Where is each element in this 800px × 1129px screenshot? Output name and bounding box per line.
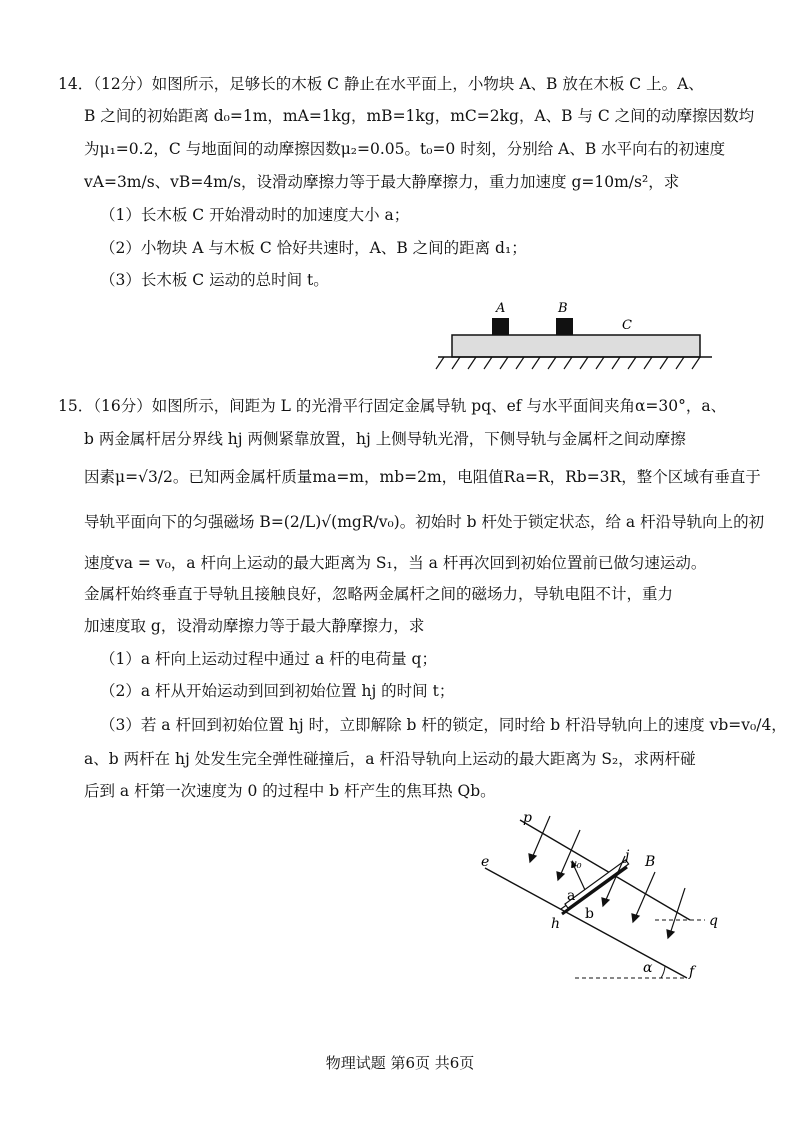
- label-h: h: [551, 916, 561, 932]
- q15-line6: 金属杆始终垂直于导轨且接触良好，忽略两金属杆之间的磁场力，导轨电阻不计，重力: [84, 585, 674, 603]
- q15-line5: 速度va = v₀，a 杆向上运动的最大距离为 S₁，当 a 杆再次回到初始位置前已做匀速运动。: [84, 554, 707, 572]
- ground-hatch: [436, 357, 700, 369]
- q14-line2: B 之间的初始距离 d₀=1m，mA=1kg，mB=1kg，mC=2kg，A、B 与 C 之间的动摩擦因数均: [84, 107, 755, 125]
- label-b: b: [585, 906, 594, 922]
- label-a: a: [567, 888, 576, 904]
- block-a: [492, 318, 509, 335]
- q14-header: 14．（12分）如图所示，足够长的木板 C 静止在水平面上，小物块 A、B 放在木板 C 上。A、: [58, 75, 704, 93]
- label-c: C: [622, 318, 632, 333]
- label-a: A: [496, 301, 506, 316]
- q14-sub3: （3）长木板 C 运动的总时间 t。: [100, 271, 329, 289]
- q15-line3: 因素μ=√3/2。已知两金属杆质量ma=m，mb=2m，电阻值Ra=R，Rb=3R，整个区域有垂直于: [84, 468, 761, 486]
- q15-line4: 导轨平面向下的匀强磁场 B=(2/L)√(mgR/v₀)。初始时 b 杆处于锁定状态，给 a 杆沿导轨向上的初: [84, 513, 765, 531]
- alpha-arc: [661, 966, 665, 978]
- label-B: B: [645, 854, 656, 870]
- q15-line7: 加速度取 g，设滑动摩擦力等于最大静摩擦力，求: [84, 617, 425, 635]
- q15-sub3b: a、b 两杆在 hj 处发生完全弹性碰撞后，a 杆沿导轨向上运动的最大距离为 S₂，求两杆碰: [84, 750, 696, 768]
- q15-sub3: （3）若 a 杆回到初始位置 hj 时，立即解除 b 杆的锁定，同时给 b 杆沿导轨向上的速度 vb=v₀/4，: [100, 716, 787, 734]
- label-q: q: [709, 913, 718, 929]
- q14-sub2: （2）小物块 A 与木板 C 恰好共速时，A、B 之间的距离 d₁；: [100, 239, 527, 257]
- q15-sub1: （1）a 杆向上运动过程中通过 a 杆的电荷量 q；: [100, 650, 437, 668]
- q15-figure: [475, 808, 735, 998]
- q14-figure: [430, 295, 720, 375]
- label-b: B: [558, 301, 568, 316]
- block-b: [556, 318, 573, 335]
- q14-sub1: （1）长木板 C 开始滑动时的加速度大小 a；: [100, 206, 410, 224]
- q15-line2: b 两金属杆居分界线 hj 两侧紧靠放置，hj 上侧导轨光滑，下侧导轨与金属杆之间动摩擦: [84, 430, 686, 448]
- rail-ef: [485, 868, 687, 978]
- label-v0: v₀: [570, 857, 582, 871]
- q15-sub3c: 后到 a 杆第一次速度为 0 的过程中 b 杆产生的焦耳热 Qb。: [84, 782, 496, 800]
- rail-pq: [520, 820, 690, 920]
- label-alpha: α: [643, 960, 653, 976]
- q14-line3: 为μ₁=0.2，C 与地面间的动摩擦因数μ₂=0.05。t₀=0 时刻，分别给 A、B 水平向右的初速度: [84, 140, 726, 158]
- label-f: f: [689, 964, 695, 980]
- label-e: e: [481, 854, 490, 870]
- label-p: p: [523, 810, 532, 826]
- q14-line4: vA=3m/s、vB=4m/s，设滑动摩擦力等于最大静摩擦力，重力加速度 g=10m/s²，求: [84, 173, 680, 191]
- q15-sub2: （2）a 杆从开始运动到回到初始位置 hj 的时间 t；: [100, 682, 455, 700]
- page-footer: 物理试题 第6页 共6页: [325, 1054, 475, 1072]
- label-j: j: [625, 848, 630, 864]
- q15-header: 15．（16分）如图所示，间距为 L 的光滑平行固定金属导轨 pq、ef 与水平面间夹角α=30°，a、: [58, 397, 727, 415]
- board-c: [452, 335, 700, 357]
